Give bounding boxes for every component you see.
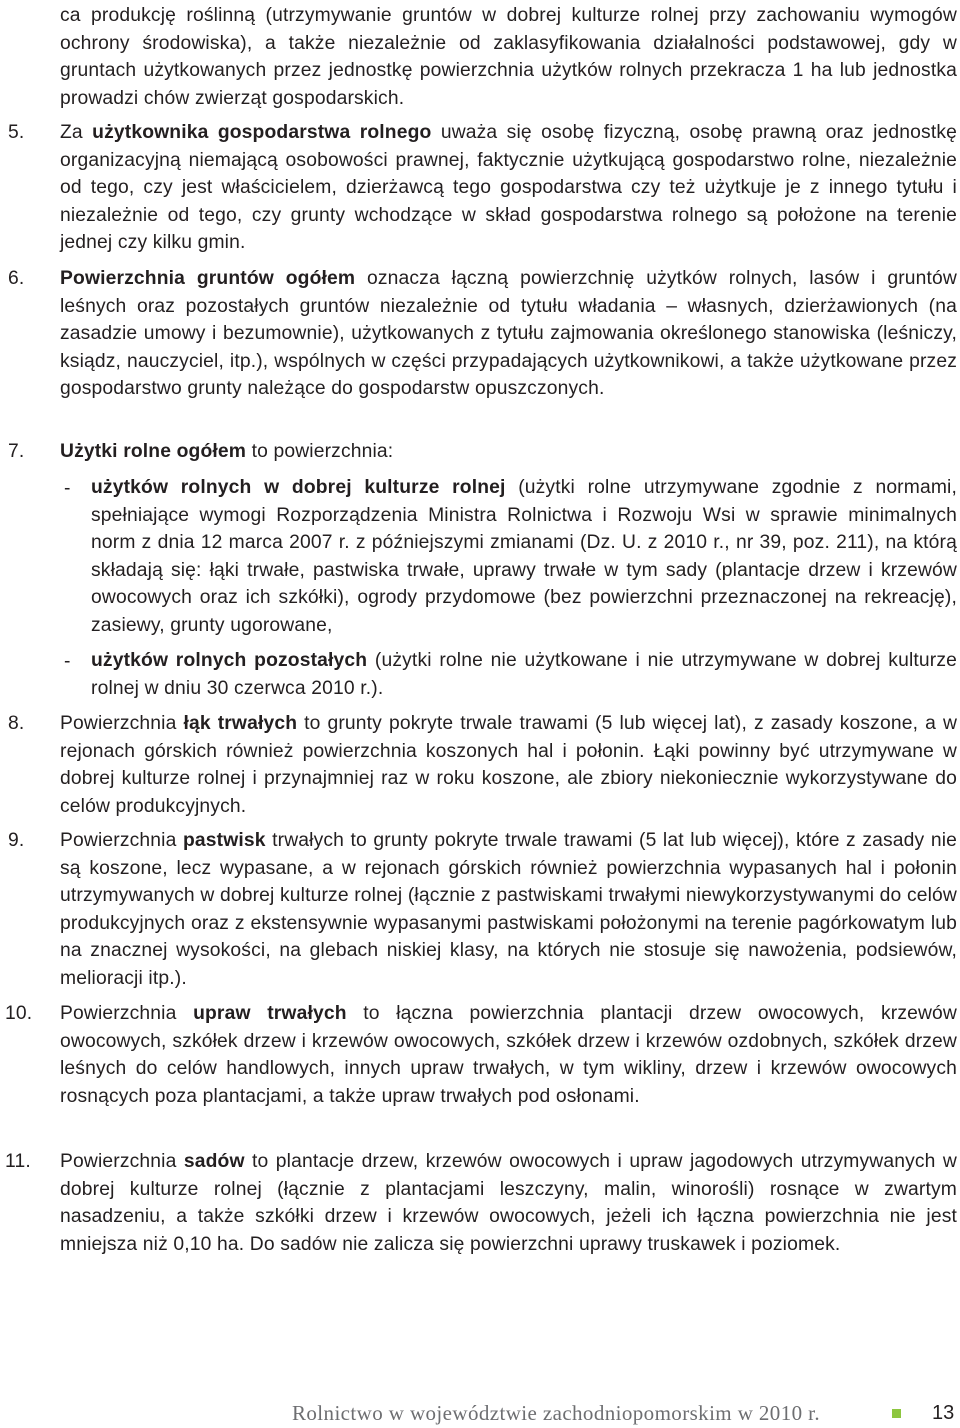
item-8 xyxy=(8,710,958,820)
item-term: upraw trwałych xyxy=(193,1003,347,1024)
item-term: łąk trwałych xyxy=(183,713,298,734)
footer-publication-title: Rolnictwo w województwie zachodniopomorskim w 2010 r. xyxy=(292,1401,821,1425)
item-text: uważa się osobę fizyczną, osobę prawną oraz jednostkę organizacyjną niemającą osobowości prawnej, faktycznie użytkującą gospodarstwo rolne, niezależnie od tego, czy jest właścicielem, dzierżawcą tego gospodarstwa czy też użytkuje je z innego tytułu i niezależnie od tego, czy grunty wchodzące w skład gospodarstwa rolnego są położone na terenie jednej czy kilku gmin. xyxy=(60,122,958,254)
item-11 xyxy=(5,1148,957,1258)
item-7 xyxy=(8,438,957,466)
item-text: to łączna powierzchnia plantacji drzew owocowych, krzewów owocowych, szkółek drzew i krzewów owocowych, szkółek drzew i krzewów ozdobnych, szkółek drzew leśnych do celów handlowych, innych upraw trwałych, w tym wikliny, drzew i krzewów owocowych rosnących poza plantacjami, a także upraw trwałych pod osłonami. xyxy=(60,1003,957,1107)
item-text: to plantacje drzew, krzewów owocowych i upraw jagodowych utrzymywanych w dobrej kulturze rolnej (łącznie z plantacjami leszczyny, malin, winorośli) rosnące w zwartym nasadzeniu, a także szkółki drzew i krzewów owocowych, jeżeli ich łączna powierzchnia nie jest mniejsza niż 0,10 ha. Do sadów nie zalicza się powierzchni uprawy truskawek i poziomek. xyxy=(60,1151,957,1255)
item-text-pre: Powierzchnia xyxy=(60,713,184,734)
item-term: Powierzchnia gruntów ogółem xyxy=(60,268,356,289)
item-number: 7. xyxy=(8,441,25,462)
list-dash: - xyxy=(64,651,71,672)
item-9 xyxy=(8,827,957,993)
item-10 xyxy=(5,1000,957,1110)
intro-paragraph xyxy=(60,2,957,112)
item-text: to grunty pokryte trwale trawami (5 lub więcej lat), z zasady koszone, a w rejonach górskich również powierzchnia koszonych hal i połonin. Łąki powinny być utrzymywane w dobrej kulturze rolnej i przynajmniej raz w roku koszone, ale zbiory niekoniecznie wykorzystywane do celów produkcyjnych. xyxy=(60,713,958,817)
item-text: trwałych to grunty pokryte trwale trawami (5 lat lub więcej), które z zasady nie są koszone, lecz wypasane, a w rejonach górskich również powierzchnia wypasanych hal i połonin utrzymywanych w dobrej kulturze rolnej (łącznie z pastwiskami trwałymi niewykorzystywanymi do celów produkcyjnych oraz z ekstensywnie wypasanymi pastwiskami położonymi na terenie pagórkowatym lub na znacznej wysokości, na glebach niskiej klasy, na których nie stosuje się nawożenia, podsiewów, melioracji itp.). xyxy=(60,830,957,989)
item-text: (użytki rolne utrzymywane zgodnie z normami, spełniające wymogi Rozporządzenia Ministra Rolnictwa i Rozwoju Wsi w sprawie minimalnych norm z dnia 12 marca 2007 r. z późniejszymi zmianami (Dz. U. z 2010 r., nr 39, poz. 211), na którą składają się: łąki trwałe, pastwiska trwałe, uprawy trwałe w tym sady (plantacje drzew i krzewów owocowych oraz ich szkółki), ogrody przydomowe (bez powierzchni przeznaczonej na rekreację), zasiewy, grunty ugorowane, xyxy=(91,477,957,636)
item-text-pre: Powierzchnia xyxy=(60,1003,194,1024)
item-5 xyxy=(8,119,958,257)
item-number: 10. xyxy=(5,1003,33,1024)
item-term: użytków rolnych w dobrej kulturze rolnej xyxy=(91,477,506,498)
page-number: 13 xyxy=(932,1402,955,1424)
footer-accent-square xyxy=(892,1409,901,1418)
item-term: sadów xyxy=(183,1151,245,1172)
item-text: (użytki rolne nie użytkowane i nie utrzymywane w dobrej kulturze rolnej w dniu 30 czerwca 2010 r.). xyxy=(91,650,958,699)
item-term: pastwisk xyxy=(182,830,266,851)
list-dash: - xyxy=(64,478,71,499)
item-number: 5. xyxy=(8,122,25,143)
item-number: 8. xyxy=(8,713,25,734)
item-7a xyxy=(91,474,957,640)
item-text-pre: Powierzchnia xyxy=(60,1151,184,1172)
item-term: Użytki rolne ogółem xyxy=(60,441,247,462)
item-text-pre: Za xyxy=(60,122,93,143)
item-7b xyxy=(91,647,957,702)
item-number: 9. xyxy=(8,830,25,851)
item-term: użytkownika gospodarstwa rolnego xyxy=(92,122,432,143)
item-6 xyxy=(8,265,957,403)
item-number: 6. xyxy=(8,268,25,289)
intro-text: ca produkcję roślinną (utrzymywanie gruntów w dobrej kulturze rolnej przy zachowaniu wymogów ochrony środowiska), a także niezależnie od zaklasyfikowania działalności podstawowej, gdy w gruntach użytkowanych przez jednostkę powierzchnia użytków rolnych przekracza 1 ha lub jednostka prowadzi chów zwierząt gospodarskich. xyxy=(60,5,957,109)
item-text-pre: Powierzchnia xyxy=(60,830,183,851)
item-term: użytków rolnych pozostałych xyxy=(91,650,368,671)
item-text: to powierzchnia: xyxy=(246,441,394,462)
item-number: 11. xyxy=(5,1151,31,1172)
item-text: oznacza łączną powierzchnię użytków rolnych, lasów i gruntów leśnych oraz pozostałych gruntów niezależnie od tytułu władania – własnych, dzierżawionych (na zasadzie umowy i bezumownie), użytkowanych z tytułu zajmowania określonego stanowiska (leśniczy, ksiądz, nauczyciel, itp.), wspólnych w części przypadających użytkownikowi, a także użytkowane przez gospodarstwo grunty należące do gospodarstw opuszczonych. xyxy=(60,268,957,400)
